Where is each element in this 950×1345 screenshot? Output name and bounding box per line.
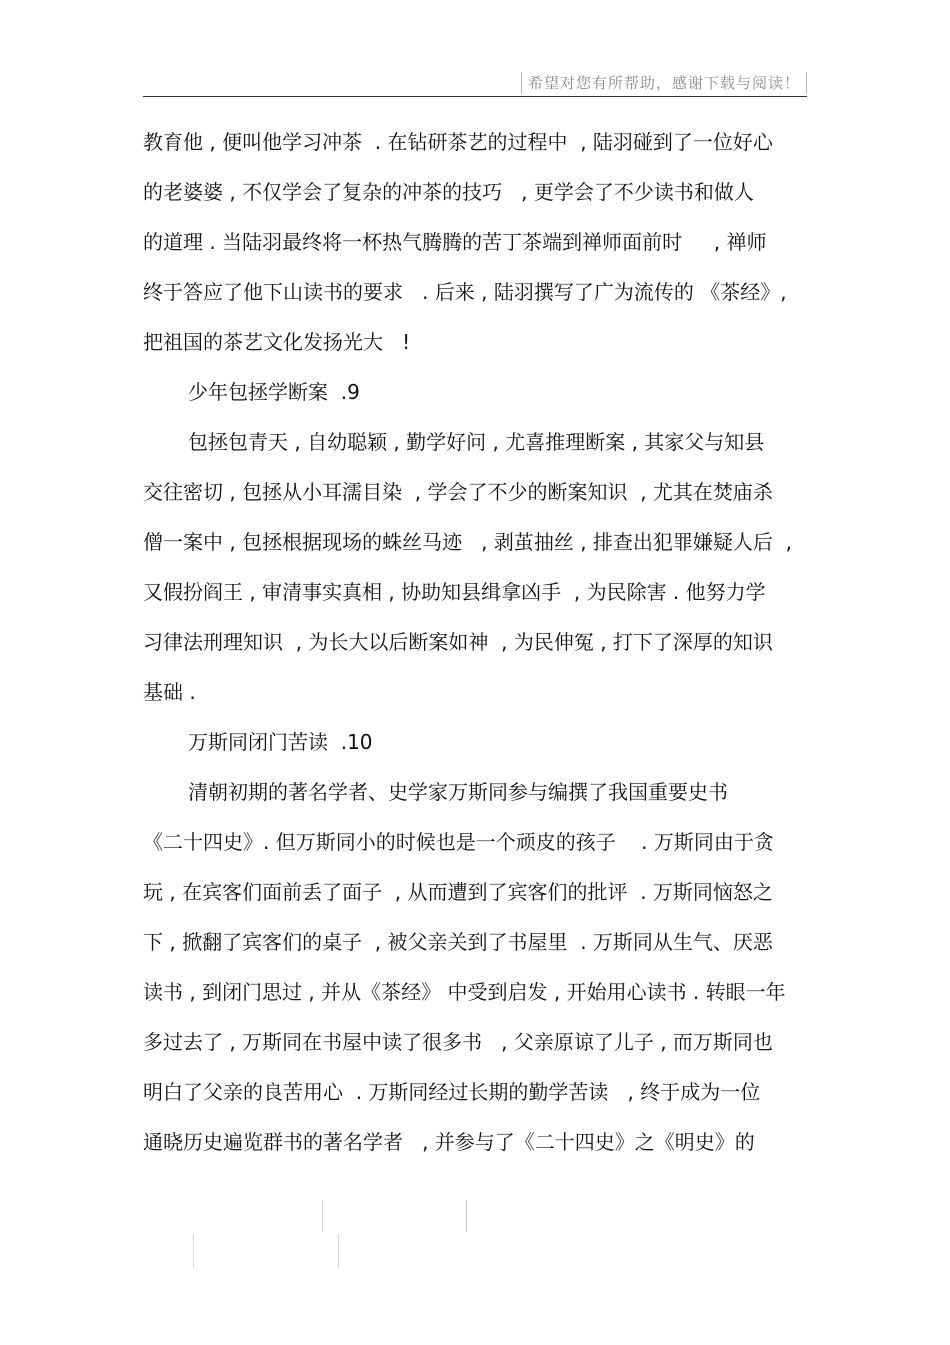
text-line: 交往密切 , 包拯从小耳濡目染 , 学会了不少的断案知识 , 尤其在焚庙杀 (143, 480, 773, 504)
text-line: 《二十四史》. 但万斯同小的时候也是一个顽皮的孩子 . 万斯同由于贪 (143, 830, 774, 854)
text-line: 把祖国的茶艺文化发扬光大 ! (143, 330, 411, 354)
text-line: 又假扮阎王 , 审清事实真相 , 协助知县缉拿凶手 , 为民除害 . 他努力学 (143, 580, 766, 604)
text-line: 通晓历史遍览群书的著名学者 , 并参与了《二十四史》之《明史》的 (143, 1130, 755, 1154)
scan-artifact (466, 1200, 467, 1232)
text-line: 下 , 掀翻了宾客们的桌子 , 被父亲关到了书屋里 . 万斯同从生气、厌恶 (143, 930, 773, 954)
text-line: 玩 , 在宾客们面前丢了面子 , 从而遭到了宾客们的批评 . 万斯同恼怒之 (143, 880, 773, 904)
text-line: 读书 , 到闭门思过 , 并从《茶经》 中受到启发 , 开始用心读书 . 转眼一年 (143, 980, 786, 1004)
text-line: 习律法刑理知识 , 为长大以后断案如神 , 为民伸冤 , 打下了深厚的知识 (143, 630, 773, 654)
header-banner: 希望对您有所帮助，感谢下载与阅读！ (521, 72, 807, 94)
scan-artifact (193, 1234, 194, 1268)
document-body (143, 117, 833, 1167)
section-heading: 少年包拯学断案 .9 (188, 380, 360, 404)
text-line: 基础 . (143, 680, 196, 704)
text-line: 教育他 , 便叫他学习冲茶 . 在钻研茶艺的过程中 , 陆羽碰到了一位好心 (143, 130, 773, 154)
text-line: 的道理 . 当陆羽最终将一杯热气腾腾的苦丁茶端到禅师面前时 , 禅师 (143, 230, 767, 254)
page-header (143, 68, 807, 97)
text-line: 清朝初期的著名学者、史学家万斯同参与编撰了我国重要史书 (188, 780, 728, 804)
text-line: 的老婆婆 , 不仅学会了复杂的冲茶的技巧 , 更学会了不少读书和做人 (143, 180, 754, 204)
text-line: 包拯包青天 , 自幼聪颖 , 勤学好问 , 尤喜推理断案 , 其家父与知县 (188, 430, 765, 454)
scan-artifact (338, 1234, 339, 1268)
text-line: 终于答应了他下山读书的要求 . 后来 , 陆羽撰写了广为流传的 《茶经》, (143, 280, 787, 304)
text-line: 明白了父亲的良苦用心 . 万斯同经过长期的勤学苦读 , 终于成为一位 (143, 1080, 761, 1104)
text-line: 多过去了 , 万斯同在书屋中读了很多书 , 父亲原谅了儿子 , 而万斯同也 (143, 1030, 773, 1054)
text-line: 僧一案中 , 包拯根据现场的蛛丝马迹 , 剥茧抽丝 , 排查出犯罪嫌疑人后 , (143, 530, 793, 554)
section-heading: 万斯同闭门苦读 .10 (188, 730, 373, 754)
scan-artifact (322, 1200, 323, 1232)
